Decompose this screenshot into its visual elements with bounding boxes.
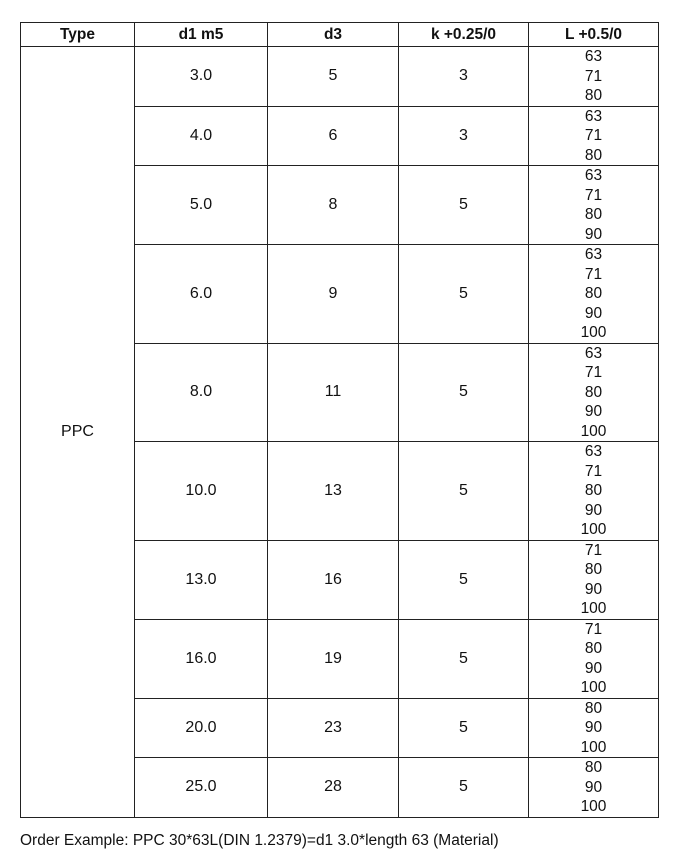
- length-value: 100: [580, 738, 607, 756]
- k-cell: 5: [399, 698, 529, 758]
- d1-cell: 3.0: [135, 47, 268, 107]
- k-cell: 5: [399, 540, 529, 619]
- length-value: 90: [584, 719, 603, 736]
- length-value: 90: [584, 304, 603, 322]
- order-example-text: Order Example: PPC 30*63L(DIN 1.2379)=d1 3.0*length 63 (Material): [20, 832, 499, 849]
- length-value: 90: [584, 225, 603, 243]
- length-value: 80: [584, 482, 603, 499]
- length-value: 71: [584, 186, 603, 204]
- type-cell: PPC: [21, 47, 135, 818]
- length-value: 90: [584, 659, 603, 677]
- length-value: 80: [584, 699, 603, 717]
- d3-cell: 16: [268, 540, 399, 619]
- length-value: 80: [584, 206, 603, 223]
- k-cell: 5: [399, 343, 529, 442]
- length-value: 71: [584, 265, 603, 283]
- length-value: 80: [584, 87, 603, 104]
- length-value: 80: [584, 383, 603, 401]
- length-value: 71: [584, 462, 603, 480]
- header-d3: d3: [268, 23, 399, 47]
- k-cell: 3: [399, 106, 529, 166]
- length-cell: [529, 442, 659, 541]
- d3-cell: 8: [268, 166, 399, 245]
- length-cell: [529, 619, 659, 698]
- length-value: 63: [584, 443, 603, 460]
- header-k: k +0.25/0: [399, 23, 529, 47]
- length-cell: [529, 540, 659, 619]
- length-cell: [529, 166, 659, 245]
- d3-cell: 11: [268, 343, 399, 442]
- d1-cell: 4.0: [135, 106, 268, 166]
- length-cell: [529, 343, 659, 442]
- d3-cell: 6: [268, 106, 399, 166]
- length-value: 90: [584, 580, 603, 598]
- length-value: 63: [584, 107, 603, 125]
- k-cell: 5: [399, 758, 529, 818]
- length-value: 100: [580, 521, 607, 538]
- length-cell: [529, 47, 659, 107]
- d1-cell: 8.0: [135, 343, 268, 442]
- length-value: 100: [580, 600, 607, 617]
- length-value: 71: [584, 541, 603, 559]
- spec-table: [20, 22, 659, 818]
- d3-cell: 23: [268, 698, 399, 758]
- k-cell: 5: [399, 442, 529, 541]
- header-length: L +0.5/0: [529, 23, 659, 47]
- table-row: [21, 47, 659, 107]
- length-value: 80: [584, 759, 603, 776]
- length-cell: [529, 698, 659, 758]
- length-value: 80: [584, 561, 603, 578]
- length-value: 71: [584, 127, 603, 144]
- k-cell: 5: [399, 166, 529, 245]
- length-cell: [529, 758, 659, 818]
- d1-cell: 6.0: [135, 245, 268, 344]
- length-value: 80: [584, 640, 603, 657]
- length-value: 100: [580, 798, 607, 815]
- length-cell: [529, 106, 659, 166]
- d3-cell: 5: [268, 47, 399, 107]
- k-cell: 3: [399, 47, 529, 107]
- length-value: 80: [584, 285, 603, 302]
- length-value: 71: [584, 364, 603, 381]
- length-value: 63: [584, 167, 603, 184]
- length-value: 63: [584, 246, 603, 263]
- length-value: 90: [584, 501, 603, 519]
- length-value: 80: [584, 146, 603, 164]
- d3-cell: 9: [268, 245, 399, 344]
- d1-cell: 16.0: [135, 619, 268, 698]
- length-value: 100: [580, 679, 607, 696]
- d1-cell: 10.0: [135, 442, 268, 541]
- d1-cell: 5.0: [135, 166, 268, 245]
- header-d1: d1 m5: [135, 23, 268, 47]
- length-value: 71: [584, 620, 603, 638]
- d1-cell: 20.0: [135, 698, 268, 758]
- k-cell: 5: [399, 619, 529, 698]
- d1-cell: 25.0: [135, 758, 268, 818]
- length-value: 90: [584, 403, 603, 420]
- length-value: 100: [580, 324, 607, 341]
- length-value: 71: [584, 67, 603, 85]
- length-cell: [529, 245, 659, 344]
- d3-cell: 13: [268, 442, 399, 541]
- length-value: 100: [580, 422, 607, 440]
- header-row: [21, 23, 659, 47]
- header-type: Type: [21, 23, 135, 47]
- length-value: 90: [584, 778, 603, 796]
- length-value: 63: [584, 48, 603, 65]
- d3-cell: 19: [268, 619, 399, 698]
- k-cell: 5: [399, 245, 529, 344]
- spec-table-body: [21, 47, 659, 818]
- d3-cell: 28: [268, 758, 399, 818]
- length-value: 63: [584, 344, 603, 362]
- d1-cell: 13.0: [135, 540, 268, 619]
